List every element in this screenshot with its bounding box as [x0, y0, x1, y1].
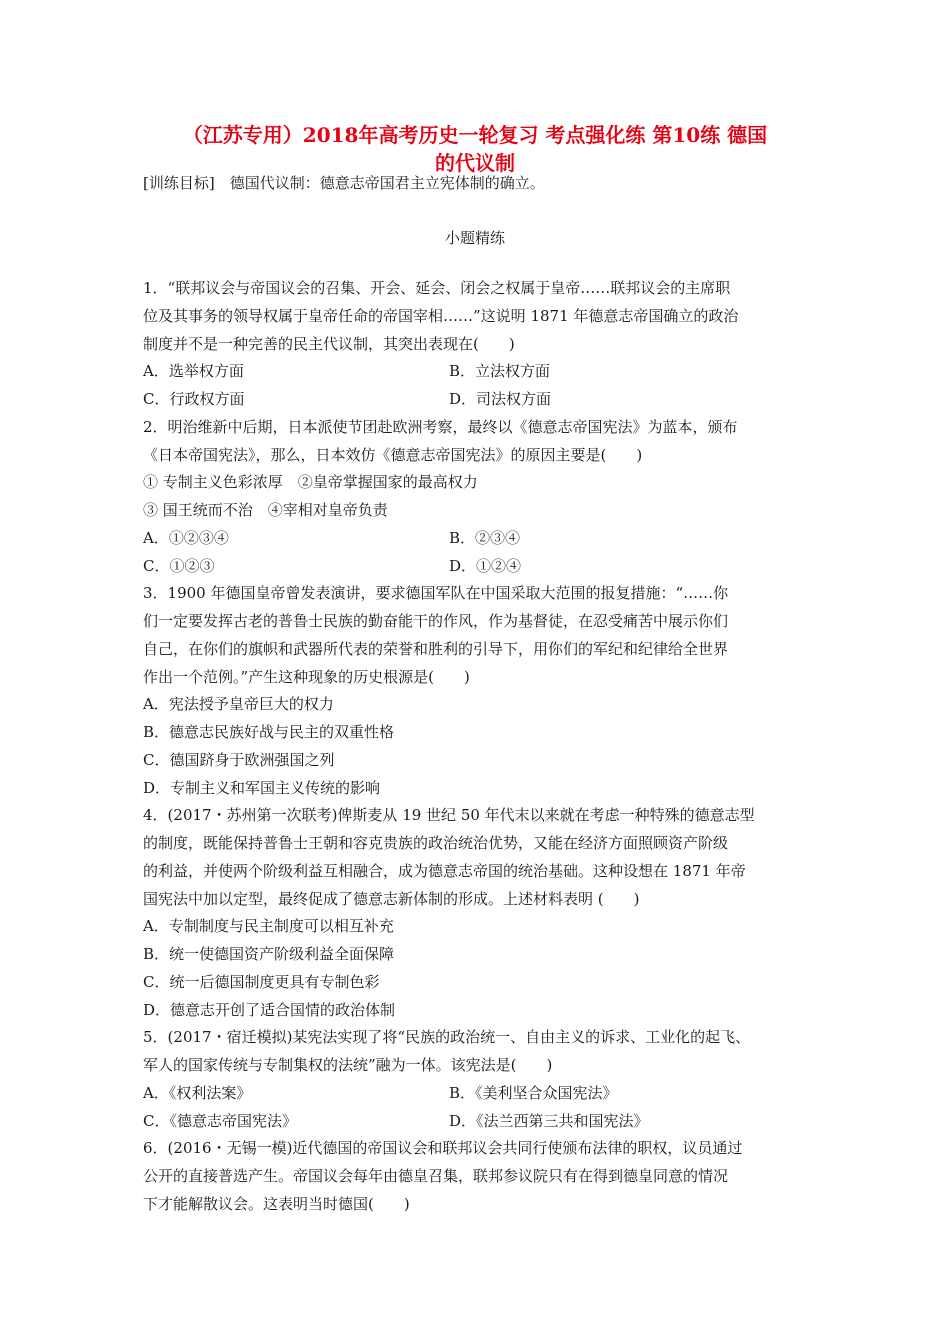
question-1 — [143, 275, 813, 414]
question-stem-line: 位及其事务的领导权属于皇帝任命的帝国宰相……”这说明 1871 年德意志帝国确立的政治 — [143, 306, 739, 325]
question-stem-line: 的制度，既能保持普鲁士王朝和容克贵族的政治统治优势，又能在经济方面照顾资产阶级 — [143, 834, 729, 852]
option-row — [143, 553, 813, 581]
title-line-1: （江苏专用）2018年高考历史一轮复习 考点强化练 第10练 德国 — [182, 123, 768, 147]
option-row — [143, 386, 813, 414]
question-3 — [143, 580, 813, 802]
question-stem-line: 的利益，并使两个阶级利益互相融合，成为德意志帝国的统治基础。这种设想在 1871 年帝 — [143, 861, 746, 880]
option-a: A．选举权方面 — [143, 362, 244, 381]
question-stem-line: 作出一个范例。”产生这种现象的历史根源是( ) — [143, 667, 470, 686]
option-row — [143, 1080, 813, 1108]
question-stem-line: 国宪法中加以定型，最终促成了德意志新体制的形成。上述材料表明 ( ) — [143, 889, 640, 908]
title-line-2: 的代议制 — [435, 151, 515, 175]
option-a: A．宪法授予皇帝巨大的权力 — [143, 695, 334, 714]
question-stem-line: 军人的国家传统与专制集权的法统”融为一体。该宪法是( ) — [143, 1056, 553, 1074]
document-title — [120, 121, 830, 177]
question-stem-line: 2．明治维新中后期，日本派使节团赴欧洲考察，最终以《德意志帝国宪法》为蓝本，颁布 — [143, 417, 738, 436]
option-b: B．德意志民族好战与民主的双重性格 — [143, 723, 395, 741]
option-c: C．统一后德国制度更具有专制色彩 — [143, 972, 380, 991]
option-a: A．①②③④ — [143, 528, 229, 547]
option-b: B．立法权方面 — [449, 362, 551, 381]
option-d: D．《法兰西第三共和国宪法》 — [449, 1111, 649, 1130]
question-2 — [143, 414, 813, 581]
option-c: C．行政权方面 — [143, 390, 245, 408]
statement-line: ① 专制主义色彩浓厚 ②皇帝掌握国家的最高权力 — [143, 473, 478, 492]
option-b: B．《美利坚合众国宪法》 — [449, 1083, 618, 1102]
option-c: C．①②③ — [143, 556, 215, 575]
question-stem-line: 1．“联邦议会与帝国议会的召集、开会、延会、闭会之权属于皇帝……联邦议会的主席职 — [143, 279, 731, 297]
question-stem-line: 制度并不是一种完善的民主代议制，其突出表现在( ) — [143, 334, 515, 353]
option-d: D．司法权方面 — [449, 390, 552, 408]
question-stem-line: 4．(2017・苏州第一次联考)俾斯麦从 19 世纪 50 年代末以来就在考虑一种特殊的德意志型 — [143, 806, 755, 825]
option-d: D．专制主义和军国主义传统的影响 — [143, 778, 381, 797]
question-6 — [143, 1135, 813, 1218]
option-a: A．《权利法案》 — [143, 1083, 252, 1102]
statement-line: ③ 国王统而不治 ④宰相对皇帝负责 — [143, 501, 388, 519]
section-title: 小题精练 — [444, 229, 505, 247]
option-row — [143, 358, 813, 386]
question-stem-line: 6．(2016・无锡一模)近代德国的帝国议会和联邦议会共同行使颁布法律的职权，议员通过 — [143, 1139, 743, 1158]
question-stem-line: 3．1900 年德国皇帝曾发表演讲，要求德国军队在中国采取大范围的报复措施：“……你 — [143, 584, 729, 603]
question-stem-line: 5．(2017・宿迁模拟)某宪法实现了将“民族的政治统一、自由主义的诉求、工业化的起飞、 — [143, 1028, 751, 1047]
option-c: C．《德意志帝国宪法》 — [143, 1111, 297, 1130]
option-a: A．专制制度与民主制度可以相互补充 — [143, 917, 394, 936]
option-b: B．统一使德国资产阶级利益全面保障 — [143, 945, 395, 963]
option-row — [143, 1108, 813, 1136]
training-target: [训练目标] 德国代议制：德意志帝国君主立宪体制的确立。 — [143, 174, 545, 192]
option-d: D．①②④ — [449, 556, 522, 575]
option-b: B．②③④ — [449, 528, 521, 547]
question-stem-line: 公开的直接普选产生。帝国议会每年由德皇召集，联邦参议院只有在得到德皇同意的情况 — [143, 1167, 729, 1185]
question-stem-line: 自己，在你们的旗帜和武器所代表的荣誉和胜利的引导下，用你们的军纪和纪律给全世界 — [143, 639, 729, 658]
question-list — [143, 275, 813, 1219]
option-d: D．德意志开创了适合国情的政治体制 — [143, 1000, 396, 1019]
question-stem-line: 下才能解散议会。这表明当时德国( ) — [143, 1194, 410, 1213]
question-4 — [143, 802, 813, 1024]
question-stem-line: 们一定要发挥古老的普鲁士民族的勤奋能干的作风，作为基督徒，在忍受痛苦中展示你们 — [143, 612, 729, 630]
option-row — [143, 525, 813, 553]
question-5 — [143, 1024, 813, 1135]
option-c: C．德国跻身于欧洲强国之列 — [143, 750, 335, 769]
question-stem-line: 《日本帝国宪法》，那么，日本效仿《德意志帝国宪法》的原因主要是( ) — [143, 445, 643, 464]
